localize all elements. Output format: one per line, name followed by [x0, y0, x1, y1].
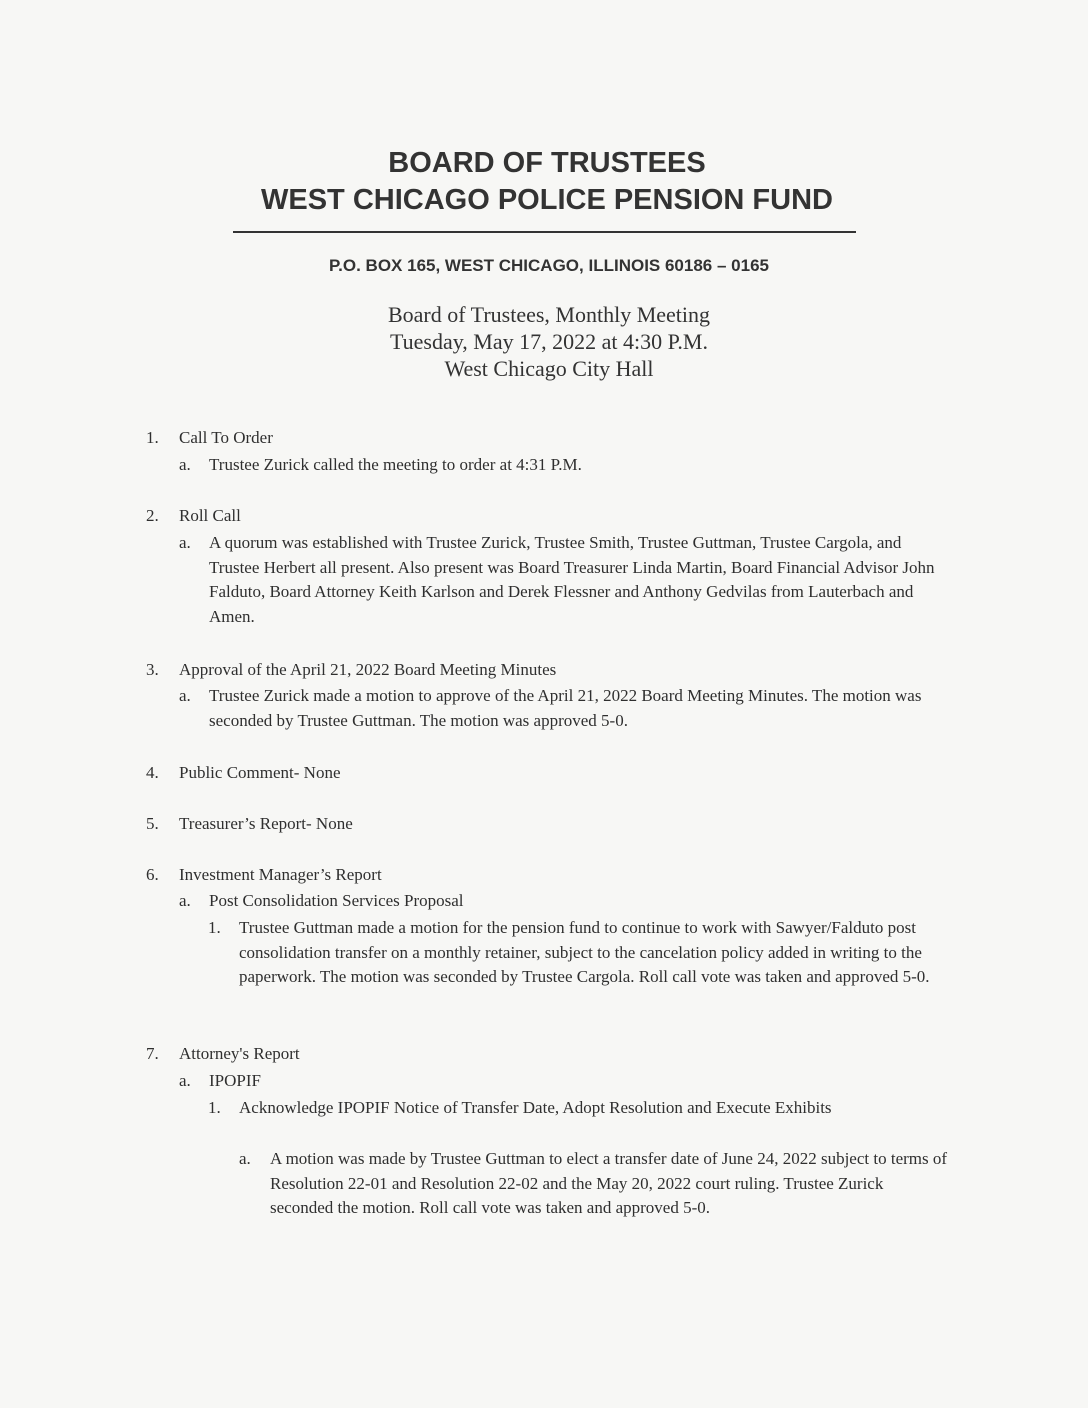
- item-title: Attorney's Report: [179, 1044, 300, 1063]
- sub-item-marker: a.: [179, 455, 191, 474]
- sub-item-text: Post Consolidation Services Proposal: [209, 891, 464, 910]
- item-title: Investment Manager’s Report: [179, 865, 382, 884]
- sub-item-text: Trustee Zurick called the meeting to order at 4:31 P.M.: [209, 455, 582, 474]
- sub-sub-sub-item-marker: a.: [239, 1149, 251, 1168]
- sub-item-marker: a.: [179, 533, 191, 552]
- sub-item-marker: a.: [179, 686, 191, 705]
- meeting-heading: [5, 301, 1088, 382]
- sub-item-marker: a.: [179, 1071, 191, 1090]
- mailing-address: P.O. BOX 165, WEST CHICAGO, ILLINOIS 60186 – 0165: [329, 256, 769, 275]
- sub-sub-item-marker: 1.: [208, 1098, 221, 1117]
- title-underline: [233, 231, 856, 233]
- item-number: 3.: [146, 660, 159, 679]
- sub-item-text: A quorum was established with Trustee Zurick, Trustee Smith, Trustee Guttman, Trustee Cargola, and Trustee Herbert all present. Also present was Board Treasurer Linda Martin, Board Financial Advisor John Falduto, Board Attorney Keith Karlson and Derek Flessner and Anthony Gedvilas from Lauterbach and Amen.: [209, 533, 935, 626]
- org-title-line2: WEST CHICAGO POLICE PENSION FUND: [261, 184, 833, 216]
- sub-item-text: Trustee Zurick made a motion to approve of the April 21, 2022 Board Meeting Minutes. The motion was seconded by Trustee Guttman. The motion was approved 5-0.: [209, 686, 922, 730]
- sub-sub-sub-item-text: A motion was made by Trustee Guttman to elect a transfer date of June 24, 2022 subject to terms of Resolution 22-01 and Resolution 22-02 and the May 20, 2022 court ruling. Trustee Zurick seconded the motion. Roll call vote was taken and approved 5-0.: [270, 1149, 948, 1217]
- item-title: Roll Call: [179, 506, 241, 525]
- item-number: 4.: [146, 763, 159, 782]
- item-number: 2.: [146, 506, 159, 525]
- org-title-line1: BOARD OF TRUSTEES: [388, 147, 706, 179]
- meeting-location: West Chicago City Hall: [444, 356, 654, 381]
- meeting-datetime: Tuesday, May 17, 2022 at 4:30 P.M.: [389, 329, 708, 354]
- meeting-type: Board of Trustees, Monthly Meeting: [387, 302, 711, 327]
- item-title: Treasurer’s Report- None: [179, 814, 353, 833]
- item-title: Call To Order: [179, 428, 273, 447]
- item-title: Public Comment- None: [179, 763, 341, 782]
- sub-sub-item-marker: 1.: [208, 918, 221, 937]
- item-number: 5.: [146, 814, 159, 833]
- sub-item-marker: a.: [179, 891, 191, 910]
- sub-sub-item-text: Trustee Guttman made a motion for the pension fund to continue to work with Sawyer/Falduto post consolidation transfer on a monthly retainer, subject to the cancelation policy added in writing to the paperwork. The motion was seconded by Trustee Cargola. Roll call vote was taken and approved 5-0.: [239, 918, 930, 986]
- sub-sub-item-text: Acknowledge IPOPIF Notice of Transfer Date, Adopt Resolution and Execute Exhibits: [239, 1098, 832, 1117]
- item-title: Approval of the April 21, 2022 Board Meeting Minutes: [179, 660, 557, 679]
- item-number: 7.: [146, 1044, 159, 1063]
- item-number: 6.: [146, 865, 159, 884]
- letterhead: [0, 145, 1088, 219]
- sub-item-text: IPOPIF: [209, 1071, 261, 1090]
- item-number: 1.: [146, 428, 159, 447]
